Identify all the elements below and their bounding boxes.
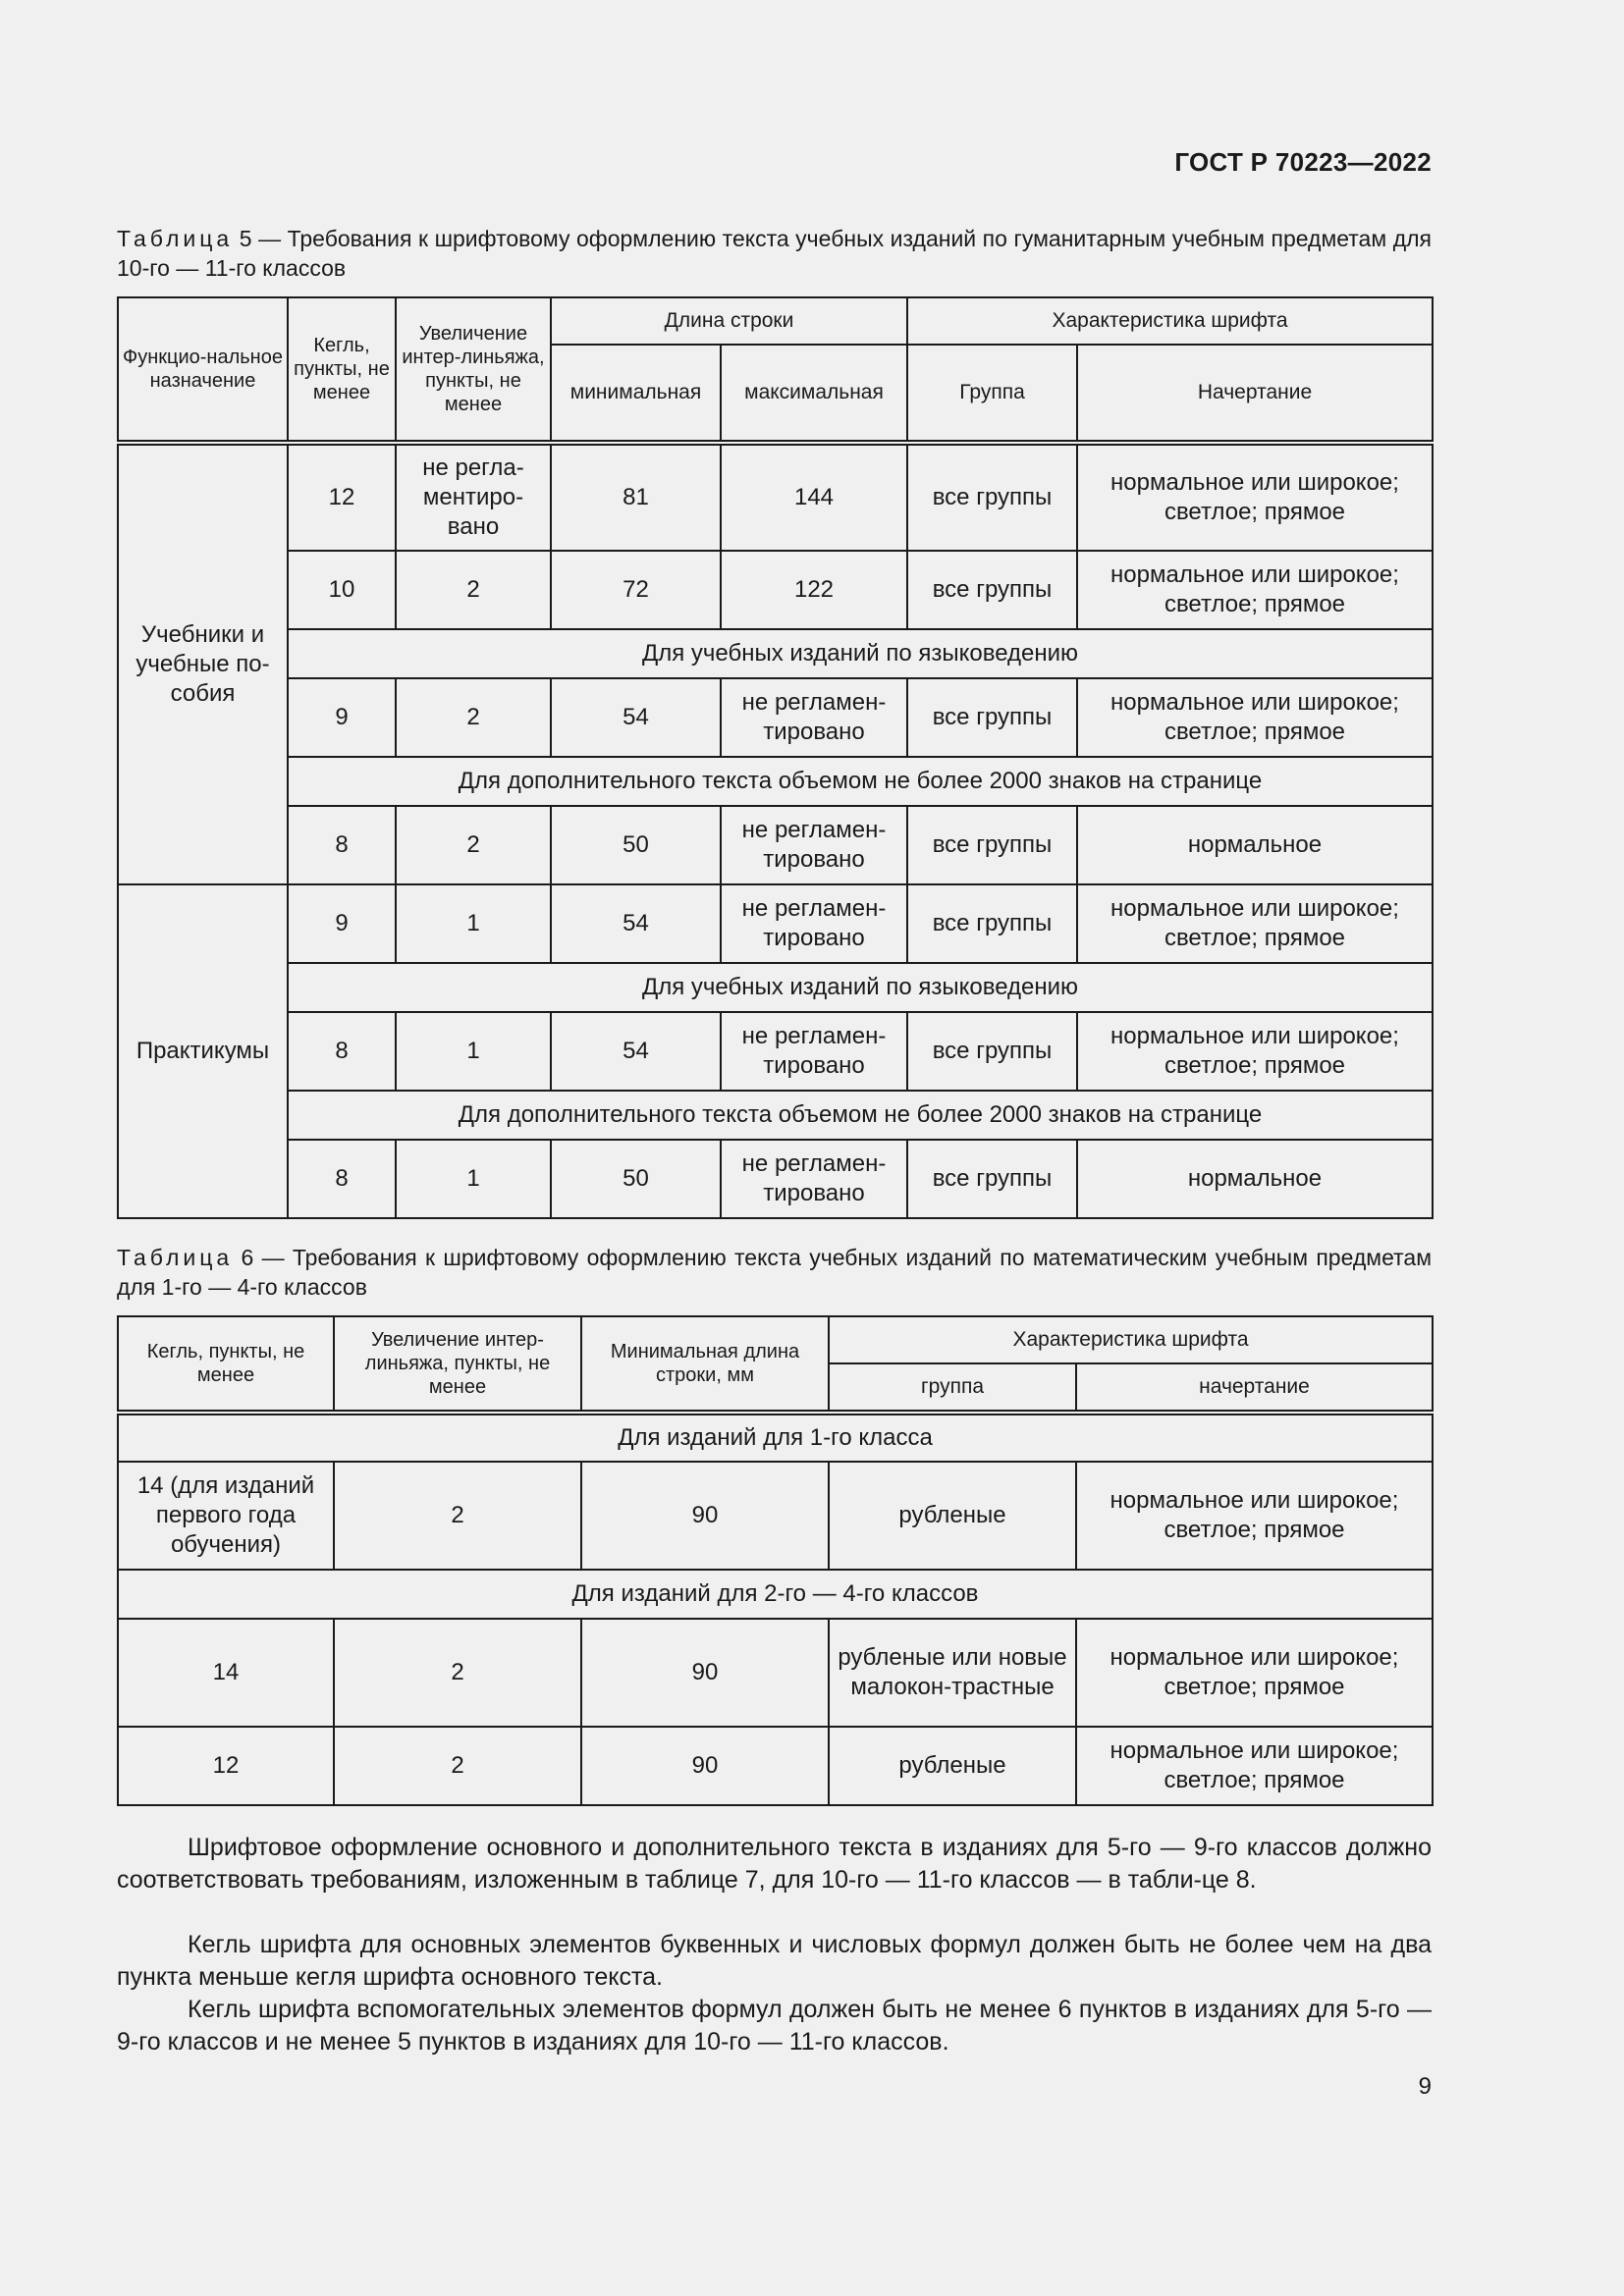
section-row (118, 1091, 1433, 1140)
table6-caption-text: 6 — Требования к шрифтовому оформлению текста учебных изданий по математическим учебным предметам для 1-го — 4-го классов (117, 1245, 1433, 1300)
t6-header-leading: Увеличение интер-линьяжа, пункты, не менее (334, 1316, 581, 1413)
table5-caption-text: 5 — Требования к шрифтовому оформлению текста учебных изданий по гуманитарным учебным предметам для 10-го — 11-го классов (117, 226, 1432, 281)
t5-header-style: Начертание (1077, 345, 1433, 443)
table-row (118, 551, 1433, 629)
table-5 (117, 296, 1434, 1219)
cell-style: нормальное или широкое; светлое; прямое (1077, 678, 1433, 757)
cell-size: 8 (288, 806, 396, 884)
cell-leading: 1 (396, 884, 551, 963)
cell-max: не регламен-тировано (721, 678, 907, 757)
t5-section-lang-1: Для учебных изданий по языковедению (288, 629, 1433, 678)
cell-style: нормальное или широкое; светлое; прямое (1076, 1727, 1433, 1805)
cell-group: все группы (907, 884, 1077, 963)
t6-header-font-char: Характеристика шрифта (829, 1316, 1433, 1363)
cell-group: все группы (907, 678, 1077, 757)
table5-caption (117, 224, 1432, 283)
cell-leading: 2 (334, 1619, 581, 1727)
cell-style: нормальное или широкое; светлое; прямое (1076, 1462, 1433, 1570)
table-row (118, 443, 1433, 551)
paragraph: Кегль шрифта вспомогательных элементов формул должен быть не менее 6 пунктов в изданиях для 5-го — 9-го классов и не менее 5 пунктов в изданиях для 10-го — 11-го классов. (117, 1996, 1432, 2056)
t5-header-max: максимальная (721, 345, 907, 443)
cell-style: нормальное или широкое; светлое; прямое (1077, 1012, 1433, 1091)
cell-group: рубленые (829, 1462, 1076, 1570)
cell-leading: 2 (396, 551, 551, 629)
t5-section-extra-2: Для дополнительного текста объемом не более 2000 знаков на странице (288, 1091, 1433, 1140)
cell-leading: 2 (334, 1462, 581, 1570)
cell-max: 122 (721, 551, 907, 629)
section-row (118, 757, 1433, 806)
cell-size: 12 (118, 1727, 334, 1805)
t5-header-min: минимальная (551, 345, 721, 443)
table-row (118, 806, 1433, 884)
cell-style: нормальное (1077, 806, 1433, 884)
cell-style: нормальное или широкое; светлое; прямое (1077, 884, 1433, 963)
cell-min: 54 (551, 1012, 721, 1091)
table6-caption (117, 1243, 1432, 1302)
section-row (118, 1413, 1433, 1462)
cell-group: все группы (907, 806, 1077, 884)
t5-header-font-char: Характеристика шрифта (907, 297, 1433, 345)
cell-group: все группы (907, 1012, 1077, 1091)
cell-min-len: 90 (581, 1462, 829, 1570)
cell-style: нормальное или широкое; светлое; прямое (1076, 1619, 1433, 1727)
cell-min: 81 (551, 443, 721, 551)
t5-header-line-length: Длина строки (551, 297, 907, 345)
t6-header-min-len: Минимальная длина строки, мм (581, 1316, 829, 1413)
cell-group: рубленые или новые малокон-трастные (829, 1619, 1076, 1727)
cell-min: 50 (551, 806, 721, 884)
table-row (118, 678, 1433, 757)
cell-size: 8 (288, 1012, 396, 1091)
cell-min: 72 (551, 551, 721, 629)
t5-group-textbooks: Учебники и учебные по-собия (118, 443, 288, 884)
cell-size: 9 (288, 678, 396, 757)
t6-section-grade1: Для изданий для 1-го класса (118, 1413, 1433, 1462)
cell-group: все группы (907, 443, 1077, 551)
cell-group: все группы (907, 551, 1077, 629)
table-6 (117, 1315, 1434, 1806)
section-row (118, 963, 1433, 1012)
t6-header-size: Кегль, пункты, не менее (118, 1316, 334, 1413)
section-row (118, 1570, 1433, 1619)
table-row (118, 1619, 1433, 1727)
t5-header-function: Функцио-нальное назначение (118, 297, 288, 443)
cell-max: 144 (721, 443, 907, 551)
paragraph: Шрифтовое оформление основного и дополнительного текста в изданиях для 5-го — 9-го классов должно соответствовать требованиям, изложенным в таблице 7, для 10-го — 11-го классов — в табли-це 8. (117, 1834, 1432, 1894)
t5-section-extra-1: Для дополнительного текста объемом не более 2000 знаков на странице (288, 757, 1433, 806)
t5-header-group: Группа (907, 345, 1077, 443)
cell-min: 54 (551, 884, 721, 963)
cell-max: не регламен-тировано (721, 1012, 907, 1091)
t5-group-practicums: Практикумы (118, 884, 288, 1218)
cell-leading: 2 (334, 1727, 581, 1805)
cell-min: 50 (551, 1140, 721, 1218)
cell-leading: 2 (396, 806, 551, 884)
cell-max: не регламен-тировано (721, 806, 907, 884)
cell-style: нормальное (1077, 1140, 1433, 1218)
t5-section-lang-2: Для учебных изданий по языковедению (288, 963, 1433, 1012)
t6-header-group: группа (829, 1363, 1076, 1413)
cell-size: 10 (288, 551, 396, 629)
paragraph: Кегль шрифта для основных элементов буквенных и числовых формул должен быть не более чем на два пункта меньше кегля шрифта основного текста. (117, 1931, 1432, 1991)
t6-section-grade2-4: Для изданий для 2-го — 4-го классов (118, 1570, 1433, 1619)
cell-leading: 1 (396, 1140, 551, 1218)
table-row (118, 1140, 1433, 1218)
cell-min: 54 (551, 678, 721, 757)
cell-group: рубленые (829, 1727, 1076, 1805)
cell-size: 12 (288, 443, 396, 551)
table-row (118, 1462, 1433, 1570)
table-row (118, 1727, 1433, 1805)
cell-min-len: 90 (581, 1727, 829, 1805)
table5-label: Таблица (117, 226, 234, 251)
standard-code: ГОСТ Р 70223—2022 (1174, 147, 1432, 177)
cell-leading: не регла-ментиро-вано (396, 443, 551, 551)
t6-header-style: начертание (1076, 1363, 1433, 1413)
cell-leading: 1 (396, 1012, 551, 1091)
cell-max: не регламен-тировано (721, 884, 907, 963)
page-number: 9 (1418, 2073, 1432, 2100)
cell-style: нормальное или широкое; светлое; прямое (1077, 551, 1433, 629)
cell-size: 14 (118, 1619, 334, 1727)
cell-size: 8 (288, 1140, 396, 1218)
table6-label: Таблица (117, 1245, 234, 1270)
cell-size: 14 (для изданий первого года обучения) (118, 1462, 334, 1570)
cell-style: нормальное или широкое; светлое; прямое (1077, 443, 1433, 551)
section-row (118, 629, 1433, 678)
cell-leading: 2 (396, 678, 551, 757)
t5-header-size: Кегль, пункты, не менее (288, 297, 396, 443)
table-row (118, 1012, 1433, 1091)
cell-max: не регламен-тировано (721, 1140, 907, 1218)
t5-header-leading: Увеличение интер-линьяжа, пункты, не менее (396, 297, 551, 443)
cell-min-len: 90 (581, 1619, 829, 1727)
cell-size: 9 (288, 884, 396, 963)
table-row (118, 884, 1433, 963)
cell-group: все группы (907, 1140, 1077, 1218)
